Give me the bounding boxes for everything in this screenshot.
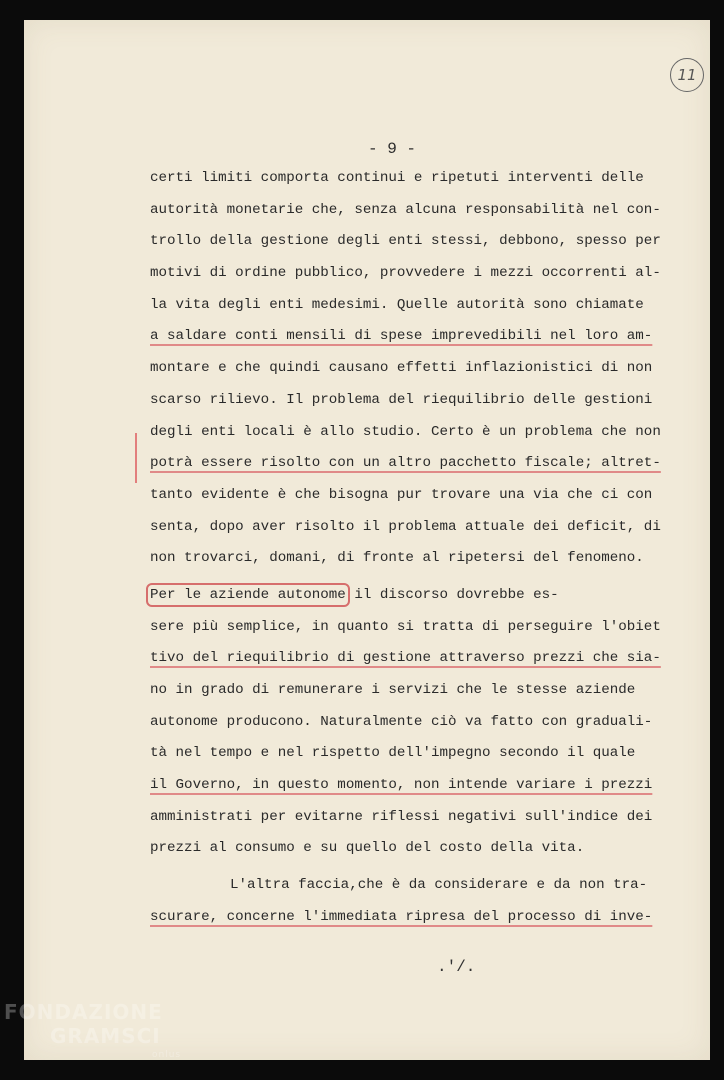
text-line-rest: il discorso dovrebbe es- xyxy=(354,586,559,603)
boxed-phrase: Per le aziende autonome xyxy=(150,586,346,603)
text-line: tanto evidente è che bisogna pur trovare una via che ci con xyxy=(150,486,653,503)
text-line: amministrati per evitarne riflessi negativi sull'indice dei xyxy=(150,808,653,825)
text-line: autonome producono. Naturalmente ciò va fatto con graduali- xyxy=(150,713,653,730)
text-line: sere più semplice, in quanto si tratta di perseguire l'obiet xyxy=(150,618,661,635)
text-line: scarso rilievo. Il problema del riequilibrio delle gestioni xyxy=(150,391,653,408)
typed-text-body xyxy=(150,163,661,934)
text-line-underlined: scurare, concerne l'immediata ripresa del processo di inve- xyxy=(150,908,653,925)
margin-pencil-mark xyxy=(135,433,137,483)
text-line: no in grado di remunerare i servizi che le stesse aziende xyxy=(150,682,636,698)
text-line: senta, dopo aver risolto il problema attuale dei deficit, di xyxy=(150,518,661,535)
text-line: autorità monetarie che, senza alcuna responsabilità nel con- xyxy=(150,201,661,218)
archive-number-stamp: 11 xyxy=(670,58,704,92)
text-line: certi limiti comporta continui e ripetuti interventi delle xyxy=(150,170,644,186)
text-line-underlined: a saldare conti mensili di spese imprevedibili nel loro am- xyxy=(150,328,653,345)
text-line: prezzi al consumo e su quello del costo della vita. xyxy=(150,840,585,857)
text-line-underlined: il Governo, in questo momento, non intende variare i prezzi xyxy=(150,777,653,794)
continuation-mark: .'/. xyxy=(437,958,476,976)
watermark-line-1: FONDAZIONE xyxy=(4,1000,163,1024)
watermark-line-2: GRAMSCI xyxy=(50,1024,161,1048)
paragraph-start-line xyxy=(150,580,650,612)
text-line: motivi di ordine pubblico, provvedere i mezzi occorrenti al- xyxy=(150,265,661,282)
text-line: montare e che quindi causano effetti inflazionistici di non xyxy=(150,360,653,377)
text-line: la vita degli enti medesimi. Quelle autorità sono chiamate xyxy=(150,296,644,313)
text-line: tà nel tempo e nel rispetto dell'impegno secondo il quale xyxy=(150,745,636,762)
text-line-underlined: potrà essere risolto con un altro pacchetto fiscale; altret- xyxy=(150,455,661,472)
page-number: - 9 - xyxy=(368,140,417,158)
text-line: non trovarci, domani, di fronte al ripetersi del fenomeno. xyxy=(150,550,644,567)
fondazione-gramsci-watermark xyxy=(4,1000,182,1060)
text-line: degli enti locali è allo studio. Certo è un problema che non xyxy=(150,423,661,440)
text-line: trollo della gestione degli enti stessi, debbono, spesso per xyxy=(150,233,661,250)
watermark-sub: onlus xyxy=(152,1050,182,1060)
text-line-indented: L'altra faccia,che è da considerare e da non tra- xyxy=(230,877,648,894)
text-line-underlined: tivo del riequilibrio di gestione attraverso prezzi che sia- xyxy=(150,650,661,667)
